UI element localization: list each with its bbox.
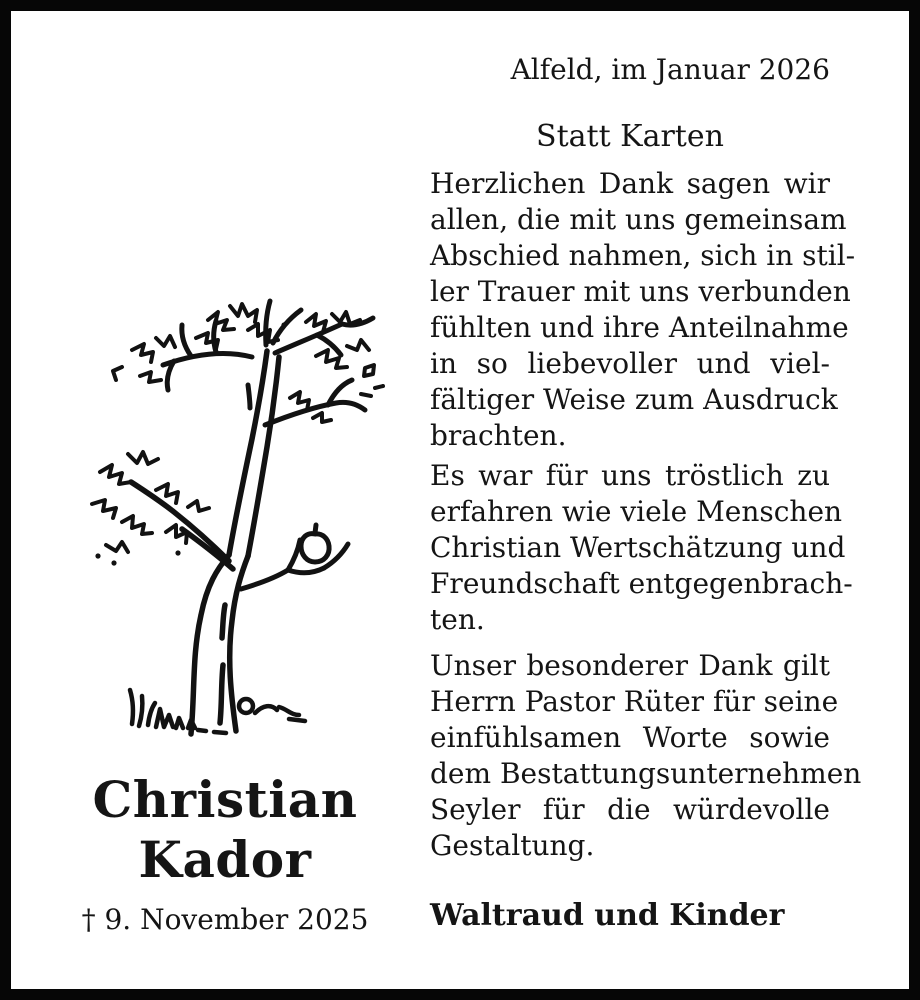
text-line: in so liebevoller und viel- <box>430 347 830 380</box>
paragraph-thanks <box>430 166 856 454</box>
deceased-name <box>30 770 420 890</box>
mourners-signature: Waltraud und Kinder <box>430 898 785 933</box>
text-line: allen, die mit uns gemeinsam <box>430 203 847 236</box>
death-date: † 9. November 2025 <box>81 903 369 936</box>
text-line: Seyler für die würdevolle <box>430 793 830 826</box>
left-column <box>30 0 420 1000</box>
text-line: brachten. <box>430 419 567 452</box>
place-dateline: Alfeld, im Januar 2026 <box>510 53 830 86</box>
paragraph-comfort <box>430 458 853 638</box>
text-line: dem Bestattungsunternehmen <box>430 757 862 790</box>
text-line: fältiger Weise zum Ausdruck <box>430 383 838 416</box>
text-line: Gestaltung. <box>430 829 595 862</box>
text-line: Abschied nahmen, sich in stil- <box>430 239 856 272</box>
deceased-first-name: Christian <box>92 770 358 829</box>
text-line: ler Trauer mit uns verbunden <box>430 275 851 308</box>
text-line: fühlten und ihre Anteilnahme <box>430 311 849 344</box>
tree-sketch-icon <box>70 293 400 748</box>
text-line: ten. <box>430 603 485 636</box>
deceased-last-name: Kador <box>138 830 312 889</box>
statt-karten-heading: Statt Karten <box>536 119 724 154</box>
text-line: erfahren wie viele Menschen <box>430 495 843 528</box>
text-line: Es war für uns tröstlich zu <box>430 459 830 492</box>
paragraph-special-thanks <box>430 648 862 864</box>
text-line: Freundschaft entgegenbrach- <box>430 567 853 600</box>
text-line: einfühlsamen Worte sowie <box>430 721 830 754</box>
text-line: Herzlichen Dank sagen wir <box>430 167 830 200</box>
text-column <box>430 0 862 1000</box>
text-line: Christian Wertschätzung und <box>430 531 846 564</box>
text-line: Herrn Pastor Rüter für seine <box>430 685 839 718</box>
text-line: Unser besonderer Dank gilt <box>430 649 830 682</box>
